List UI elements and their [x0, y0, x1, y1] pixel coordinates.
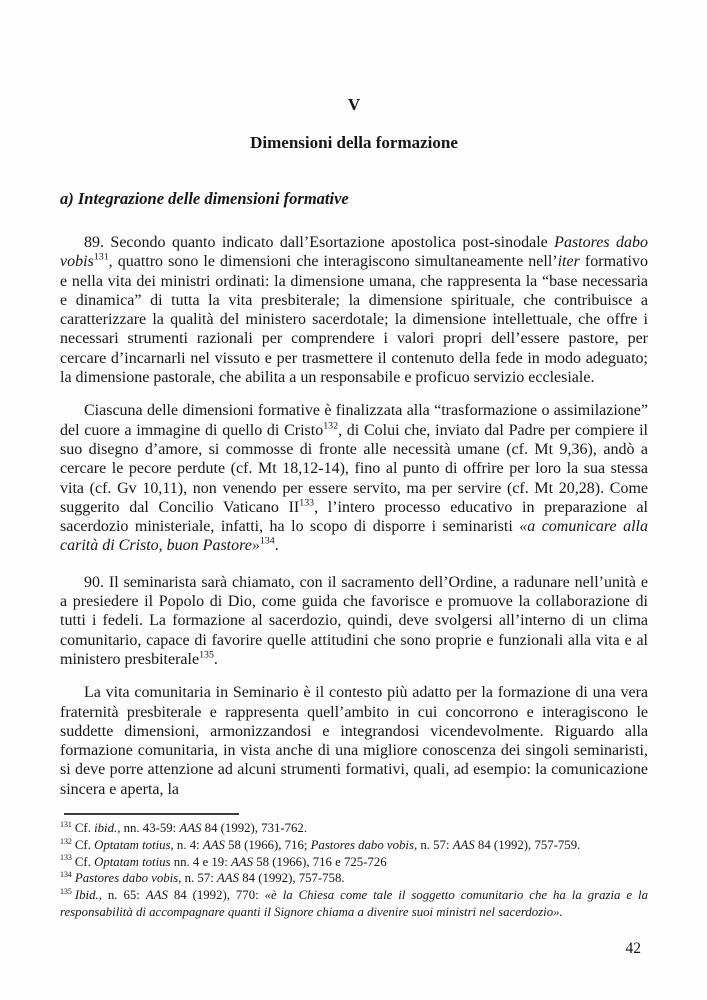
paragraph-90	[60, 573, 648, 669]
footnote-reference: 135	[199, 649, 214, 661]
text-run: AAS	[216, 871, 240, 886]
footnote-135	[60, 887, 648, 921]
text-run: iter	[557, 253, 580, 271]
footnote-number: 133	[60, 853, 72, 863]
text-run: Optatam totius	[94, 837, 171, 852]
footnote-text	[75, 871, 345, 885]
footnote-reference: 133	[299, 497, 315, 509]
footnote-134	[60, 870, 648, 887]
text-run: La vita comunitaria in Seminario è il contesto più adatto per la formazione di una vera fraternità presbiterale e rappresenta quell’ambito in cui concorrono e interagiscono le suddette dimensioni, armonizzandosi e integrandosi vicendevolmente. Riguardo alla formazione comunitaria, in vista anche di una migliore conoscenza dei singoli seminaristi, si deve porre attenzione ad alcuni strumenti formativi, quali, ad esempio: la comunicazione sincera e aperta, la	[60, 684, 648, 798]
text-run: , quattro sono le dimensioni che interagiscono simultaneamente nell’	[108, 253, 558, 271]
text-run: Cf.	[74, 821, 95, 836]
page-number: 42	[625, 940, 641, 957]
paragraph-89	[60, 233, 648, 387]
footnote-132	[60, 837, 648, 854]
chapter-number: V	[347, 95, 361, 114]
text-run: AAS	[230, 854, 254, 869]
footnote-number: 132	[60, 836, 72, 846]
text-run: 84 (1992), 731-762.	[201, 821, 308, 836]
text-run: , n. 57:	[413, 837, 453, 852]
text-run: 84 (1992), 757-758.	[239, 871, 345, 886]
footnote-reference: 134	[259, 536, 275, 548]
text-run: AAS	[145, 888, 168, 903]
footnote-number: 134	[60, 870, 72, 880]
footnote-text	[75, 838, 580, 852]
text-run: Ciascuna delle dimensioni formative è finalizzata alla “trasformazione o assimilazione” del cuore a immagine di quello di Cristo	[60, 402, 648, 439]
footnote-text	[60, 888, 648, 919]
footnote-reference: 131	[93, 251, 109, 263]
text-run: Pastores dabo vobis	[74, 871, 179, 886]
text-run: Pastores dabo vobis	[310, 837, 414, 852]
text-run: Cf.	[74, 854, 95, 869]
text-run: ibid.	[94, 821, 118, 836]
text-run: Ibid.	[74, 888, 99, 903]
text-run: «è la Chiesa come tale il soggetto comunitario che ha la grazia e la responsabilità di accompagnare quanti il Signore chiama a divenire suoi ministri nel sacerdozio».	[60, 888, 649, 919]
text-run: 58 (1966), 716;	[224, 837, 311, 852]
footnote-separator	[64, 813, 239, 815]
paragraph-vita-comunitaria	[60, 683, 648, 799]
text-run: 84 (1992), 757-759.	[474, 837, 581, 852]
footnote-number: 131	[60, 819, 72, 829]
text-run: , di Colui che, inviato dal Padre per compiere il suo disegno d’amore, si commosse di fronte alle necessità umane (cf. Mt 9,36), andò a cercare le pecore perdute (cf. Mt 18,12-14), fino al punto di offrire per loro la sua stessa vita (cf. Gv 10,11), non venendo per essere servito, ma per servire (cf. Mt 20,28). Come suggerito dal Concilio Vaticano II	[60, 421, 648, 516]
text-run: 58 (1966), 716 e 725-726	[253, 854, 387, 869]
text-run: , n. 57:	[178, 871, 217, 886]
paragraph-ciascuna	[60, 401, 648, 555]
text-run: nn. 4 e 19:	[170, 854, 231, 869]
footnote-text	[75, 821, 307, 835]
text-run: .	[213, 650, 218, 668]
text-run: , l’intero processo educativo in preparazione al sacerdozio ministeriale, infatti, ha lo scopo di disporre i seminaristi	[60, 498, 648, 536]
footnotes-block	[60, 820, 648, 921]
text-run: AAS	[179, 821, 202, 836]
text-run: , nn. 43-59:	[117, 821, 180, 836]
footnote-131	[60, 820, 648, 837]
text-run: .	[274, 537, 279, 555]
footnote-number: 135	[60, 886, 72, 896]
text-run: Optatam totius	[94, 854, 171, 869]
footnote-133	[60, 854, 648, 871]
footnote-reference: 132	[323, 420, 339, 432]
footnote-text	[75, 855, 387, 869]
text-run: Pastores dabo vobis	[60, 234, 648, 271]
text-run: 89. Secondo quanto indicato dall’Esortazione apostolica post-sinodale	[84, 234, 555, 251]
section-heading: a) Integrazione delle dimensioni formative	[60, 189, 349, 208]
text-run: «a comunicare alla carità di Cristo, buon Pastore»	[60, 518, 648, 555]
text-run: formativo e nella vita dei ministri ordinati: la dimensione umana, che rappresenta la “base necessaria e dinamica” di tutta la vita presbiterale; la dimensione spirituale, che contribuisce a caratterizzare la qualità del ministero sacerdotale; la dimensione intellettuale, che offre i necessari strumenti razionali per comprendere i valori propri dell’essere pastore, per cercare d’incarnarli nel vissuto e per trasmettere il contenuto della fede in modo adeguato; la dimensione pastorale, che abilita a un responsabile e proficuo servizio ecclesiale.	[60, 253, 649, 387]
chapter-title: Dimensioni della formazione	[250, 133, 458, 152]
text-run: AAS	[202, 837, 225, 852]
text-run: , n. 65:	[98, 888, 146, 903]
text-run: 84 (1992), 770:	[167, 888, 265, 903]
text-run: 90. Il seminarista sarà chiamato, con il sacramento dell’Ordine, a radunare nell’unità e a presiedere il Popolo di Dio, come guida che favorisce e promuove la collaborazione di tutti i fedeli. La formazione al sacerdozio, quindi, deve svolgersi all’interno di un clima comunitario, capace di favorire quelle attitudini che sono proprie e funzionali alla vita e al ministero presbiterale	[60, 573, 648, 668]
text-run: Cf.	[74, 837, 95, 852]
text-run: AAS	[452, 837, 475, 852]
text-run: , n. 4:	[170, 837, 203, 852]
